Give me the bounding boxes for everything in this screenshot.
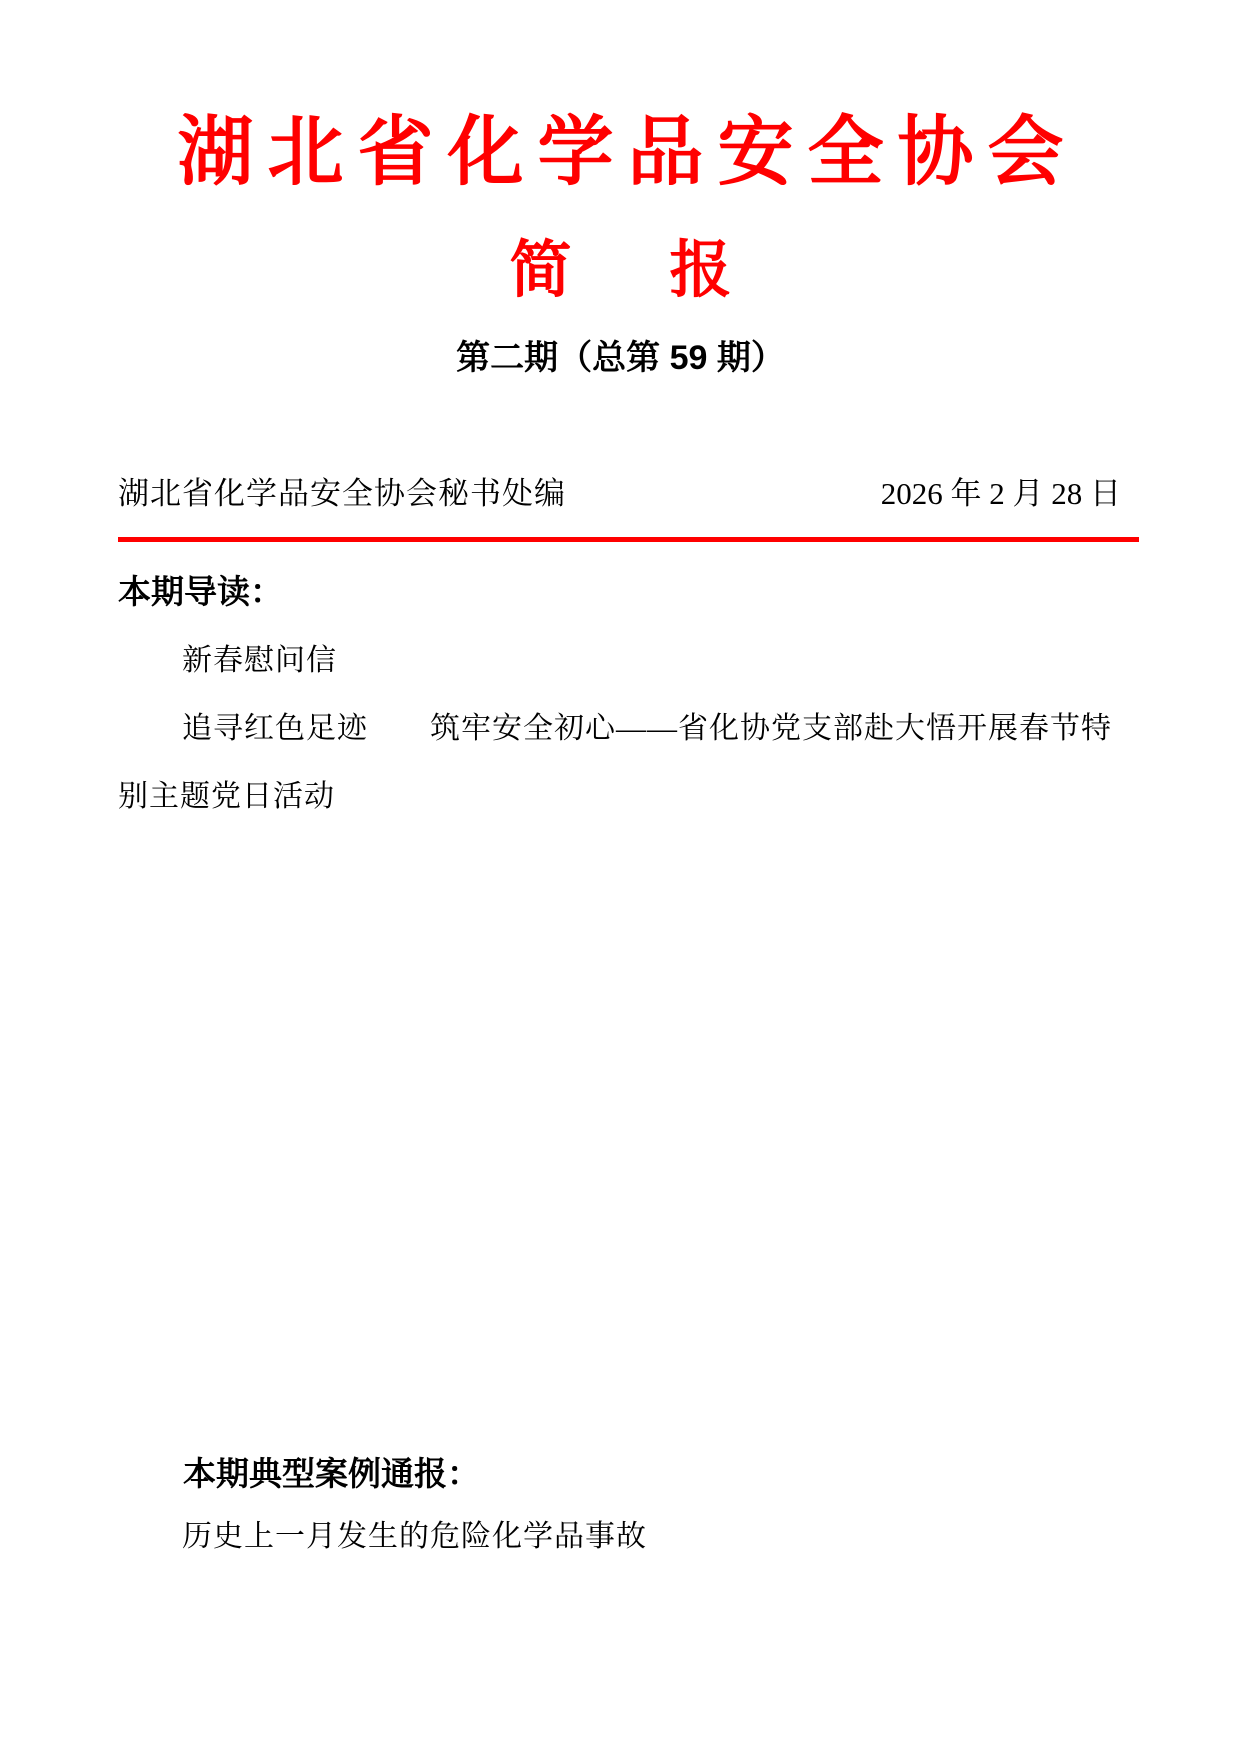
cases-heading: 本期典型案例通报：: [183, 1455, 480, 1492]
editor-line: 湖北省化学品安全协会秘书处编: [118, 476, 566, 511]
cases-item-historical-accidents: 历史上一月发生的危险化学品事故: [182, 1520, 647, 1553]
org-title: 湖北省化学品安全协会: [177, 111, 1078, 195]
issue-number: 第二期（总第 59 期）: [456, 339, 785, 377]
guide-item-party-activity-line1: 追寻红色足迹 筑牢安全初心——省化协党支部赴大悟开展春节特: [182, 712, 1112, 745]
brief-title-char-1: 简: [509, 236, 572, 305]
meta-row: [118, 468, 1139, 513]
guide-item-party-activity-line2: 别主题党日活动: [118, 780, 335, 813]
publish-date: 2026 年 2 月 28 日: [880, 476, 1121, 511]
brief-title-char-2: 报: [669, 236, 732, 305]
red-divider-rule: [118, 537, 1139, 542]
guide-heading: 本期导读：: [118, 573, 283, 610]
guide-item-greeting-letter: 新春慰问信: [182, 644, 337, 677]
brief-title: [0, 238, 1241, 303]
